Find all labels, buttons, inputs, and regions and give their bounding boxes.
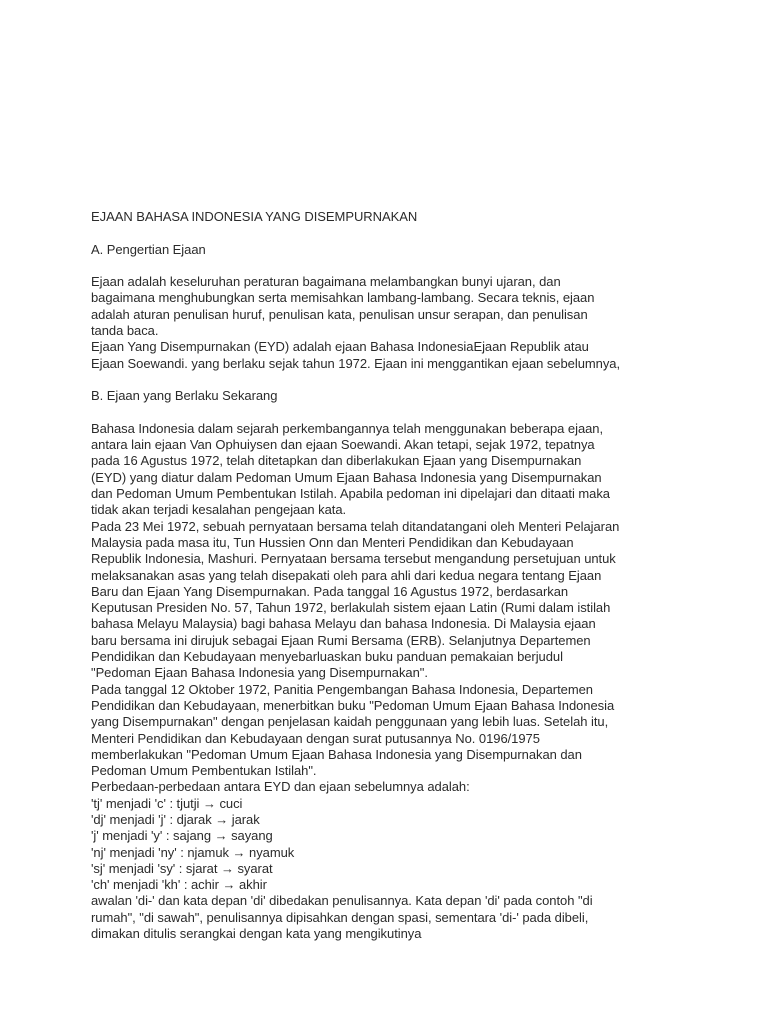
document-title: EJAAN BAHASA INDONESIA YANG DISEMPURNAKAN	[91, 209, 418, 224]
text-line: bahasa Melayu Malaysia) bagi bahasa Melayu dan bahasa Indonesia. Di Malaysia ejaan	[91, 616, 596, 632]
list-item: 'ch' menjadi 'kh' : achir → akhir	[91, 877, 267, 893]
text-line: rumah", "di sawah", penulisannya dipisahkan dengan spasi, sementara 'di-' pada dibeli,	[91, 909, 589, 925]
text-line: Republik Indonesia, Mashuri. Pernyataan bersama tersebut mengandung persetujuan untuk	[91, 551, 616, 567]
text-line: Pada 23 Mei 1972, sebuah pernyataan bersama telah ditandatangani oleh Menteri Pelajaran	[91, 518, 620, 534]
differences-intro: Perbedaan-perbedaan antara EYD dan ejaan sebelumnya adalah:	[91, 779, 470, 795]
list-item: 'nj' menjadi 'ny' : njamuk → nyamuk	[91, 844, 295, 860]
text-line: tidak akan terjadi kesalahan pengejaan kata.	[91, 502, 347, 518]
text-line: Bahasa Indonesia dalam sejarah perkembangannya telah menggunakan beberapa ejaan,	[91, 420, 604, 436]
text-line: Keputusan Presiden No. 57, Tahun 1972, berlakulah sistem ejaan Latin (Rumi dalam istilah	[91, 600, 611, 616]
differences-list	[91, 796, 691, 894]
text-line: antara lain ejaan Van Ophuiysen dan ejaan Soewandi. Akan tetapi, sejak 1972, tepatnya	[91, 437, 595, 453]
text-line: Pada tanggal 12 Oktober 1972, Panitia Pengembangan Bahasa Indonesia, Departemen	[91, 681, 593, 697]
text-line: Pedoman Umum Pembentukan Istilah".	[91, 763, 317, 779]
text-line: Pendidikan dan Kebudayaan menyebarluaskan buku panduan pemakaian berjudul	[91, 649, 563, 665]
text-line: Malaysia pada masa itu, Tun Hussien Onn dan Menteri Pendidikan dan Kebudayaan	[91, 534, 574, 550]
list-item: 'j' menjadi 'y' : sajang → sayang	[91, 828, 273, 844]
section-b-heading: B. Ejaan yang Berlaku Sekarang	[91, 388, 278, 404]
text-line: bagaimana menghubungkan serta memisahkan lambang-lambang. Secara teknis, ejaan	[91, 290, 595, 306]
text-line: Ejaan adalah keseluruhan peraturan bagaimana melambangkan bunyi ujaran, dan	[91, 274, 561, 290]
section-b-paragraph-2	[91, 519, 691, 682]
text-line: Ejaan Yang Disempurnakan (EYD) adalah ejaan Bahasa IndonesiaEjaan Republik atau	[91, 339, 589, 355]
text-line: (EYD) yang diatur dalam Pedoman Umum Ejaan Bahasa Indonesia yang Disempurnakan	[91, 469, 602, 485]
section-b-paragraph-3	[91, 682, 691, 780]
list-item: 'sj' menjadi 'sy' : sjarat → syarat	[91, 860, 273, 876]
text-line: tanda baca.	[91, 323, 159, 339]
text-line: baru bersama ini dirujuk sebagai Ejaan Rumi Bersama (ERB). Selanjutnya Departemen	[91, 632, 591, 648]
spacer	[91, 405, 691, 421]
list-item: 'tj' menjadi 'c' : tjutji → cuci	[91, 795, 243, 811]
section-a-paragraph-2	[91, 339, 691, 372]
spacer	[91, 225, 691, 241]
section-b-paragraph-1	[91, 421, 691, 519]
text-line: awalan 'di-' dan kata depan 'di' dibedakan penulisannya. Kata depan 'di' pada contoh "di	[91, 893, 593, 909]
spacer	[91, 258, 691, 274]
text-line: Pendidikan dan Kebudayaan, menerbitkan buku "Pedoman Umum Ejaan Bahasa Indonesia	[91, 697, 615, 713]
section-a-heading: A. Pengertian Ejaan	[91, 241, 206, 257]
section-a-paragraph-1	[91, 274, 691, 339]
text-line: Baru dan Ejaan Yang Disempurnakan. Pada tanggal 16 Agustus 1972, berdasarkan	[91, 583, 569, 599]
text-line: pada 16 Agustus 1972, telah ditetapkan dan diberlakukan Ejaan yang Disempurnakan	[91, 453, 582, 469]
text-line: "Pedoman Ejaan Bahasa Indonesia yang Disempurnakan".	[91, 665, 428, 681]
spacer	[91, 372, 691, 388]
text-line: dan Pedoman Umum Pembentukan Istilah. Apabila pedoman ini dipelajari dan ditaati maka	[91, 486, 610, 502]
text-line: dimakan ditulis serangkai dengan kata yang mengikutinya	[91, 926, 422, 942]
list-item: 'dj' menjadi 'j' : djarak → jarak	[91, 811, 260, 827]
document-page	[91, 209, 691, 942]
text-line: memberlakukan "Pedoman Umum Ejaan Bahasa Indonesia yang Disempurnakan dan	[91, 746, 582, 762]
text-line: melaksanakan asas yang telah disepakati oleh para ahli dari kedua negara tentang Ejaan	[91, 567, 602, 583]
text-line: Menteri Pendidikan dan Kebudayaan dengan surat putusannya No. 0196/1975	[91, 730, 540, 746]
closing-paragraph	[91, 893, 691, 942]
text-line: Ejaan Soewandi. yang berlaku sejak tahun 1972. Ejaan ini menggantikan ejaan sebelumnya,	[91, 355, 621, 371]
text-line: yang Disempurnakan" dengan penjelasan kaidah penggunaan yang lebih luas. Setelah itu,	[91, 714, 609, 730]
text-line: adalah aturan penulisan huruf, penulisan kata, penulisan unsur serapan, dan penulisan	[91, 306, 588, 322]
